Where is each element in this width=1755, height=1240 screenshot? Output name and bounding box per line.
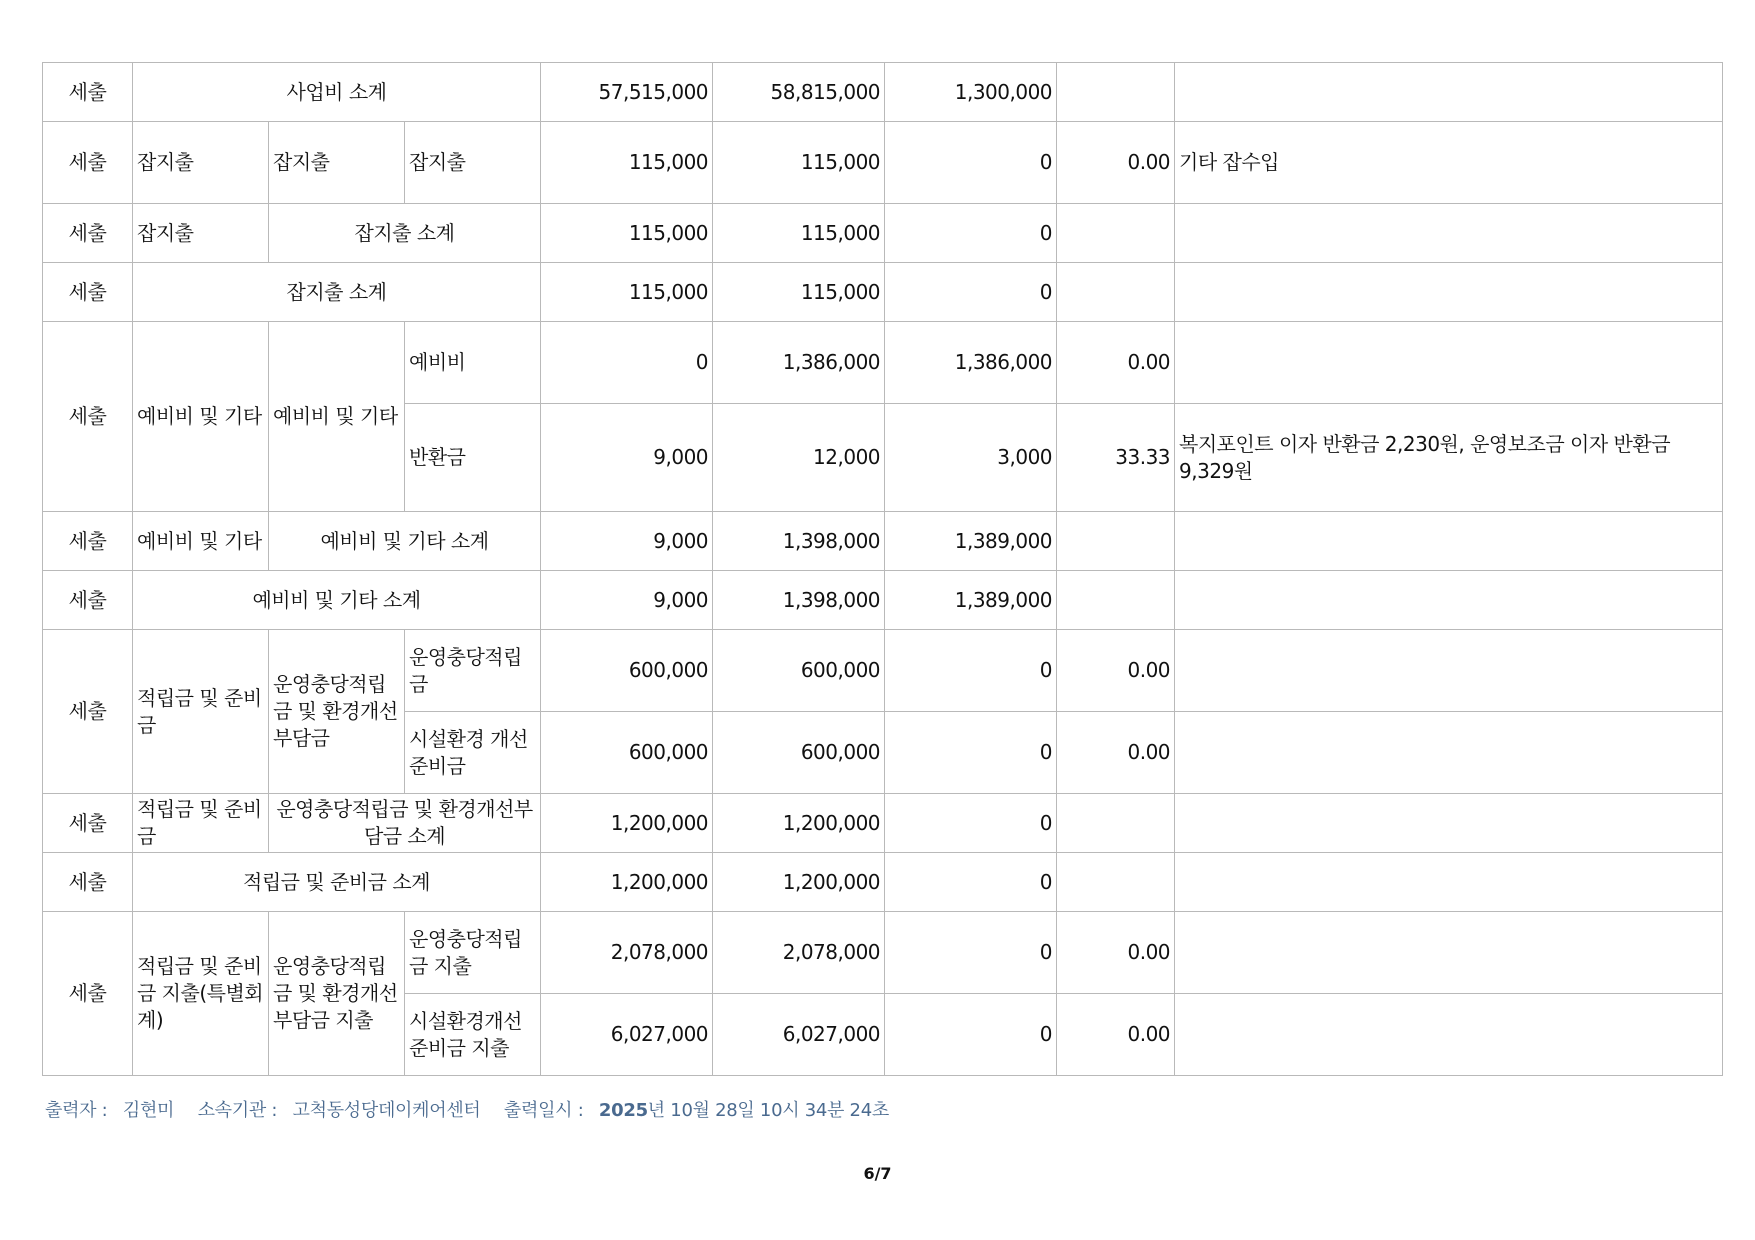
rate-cell [1057,794,1175,853]
budget-cell: 115,000 [541,263,713,322]
final-cell: 1,386,000 [713,322,885,404]
print-date-year: 2025 [598,1100,648,1121]
final-cell: 600,000 [713,630,885,712]
subtotal-label: 적립금 및 준비금 소계 [133,853,541,912]
note-cell: 복지포인트 이자 반환금 2,230원, 운영보조금 이자 반환금 9,329원 [1175,404,1723,512]
budget-cell: 9,000 [541,571,713,630]
diff-cell: 0 [885,712,1057,794]
table-row [43,512,1723,571]
org-label: 소속기관 : [197,1100,278,1121]
rate-cell [1057,853,1175,912]
budget-cell: 600,000 [541,712,713,794]
diff-cell: 0 [885,122,1057,204]
budget-cell: 57,515,000 [541,63,713,122]
rate-cell [1057,512,1175,571]
category3-cell: 예비비 [405,322,541,404]
table-row [43,63,1723,122]
type-cell: 세출 [43,630,133,794]
budget-cell: 6,027,000 [541,994,713,1076]
diff-cell: 0 [885,204,1057,263]
final-cell: 115,000 [713,263,885,322]
category3-cell: 잡지출 [405,122,541,204]
final-cell: 600,000 [713,712,885,794]
diff-cell: 1,300,000 [885,63,1057,122]
table-row [43,853,1723,912]
category1-cell: 예비비 및 기타 [133,512,269,571]
type-cell: 세출 [43,122,133,204]
final-cell: 58,815,000 [713,63,885,122]
type-cell: 세출 [43,853,133,912]
table-row [43,204,1723,263]
category1-cell: 적립금 및 준비금 [133,794,269,853]
type-cell: 세출 [43,63,133,122]
subtotal-label: 운영충당적립금 및 환경개선부담금 소계 [269,794,541,853]
category3-cell: 운영충당적립금 [405,630,541,712]
subtotal-label: 사업비 소계 [133,63,541,122]
note-cell [1175,712,1723,794]
type-cell: 세출 [43,322,133,512]
final-cell: 6,027,000 [713,994,885,1076]
rate-cell: 0.00 [1057,122,1175,204]
diff-cell: 1,389,000 [885,512,1057,571]
print-date-rest: 년 10월 28일 10시 34분 24초 [647,1100,889,1121]
type-cell: 세출 [43,263,133,322]
final-cell: 2,078,000 [713,912,885,994]
note-cell [1175,512,1723,571]
rate-cell: 0.00 [1057,322,1175,404]
category3-cell: 운영충당적립금 지출 [405,912,541,994]
note-cell [1175,912,1723,994]
table-row [43,630,1723,712]
final-cell: 1,398,000 [713,512,885,571]
rate-cell: 33.33 [1057,404,1175,512]
note-cell [1175,204,1723,263]
note-cell [1175,630,1723,712]
category3-cell: 반환금 [405,404,541,512]
budget-cell: 115,000 [541,204,713,263]
note-cell [1175,994,1723,1076]
org-name: 고척동성당데이케어센터 [292,1100,481,1121]
budget-cell: 0 [541,322,713,404]
budget-cell: 600,000 [541,630,713,712]
type-cell: 세출 [43,512,133,571]
final-cell: 1,200,000 [713,853,885,912]
rate-cell: 0.00 [1057,630,1175,712]
category1-cell: 적립금 및 준비금 [133,630,269,794]
final-cell: 1,398,000 [713,571,885,630]
subtotal-label: 잡지출 소계 [269,204,541,263]
final-cell: 1,200,000 [713,794,885,853]
category1-cell: 예비비 및 기타 [133,322,269,512]
print-footer [45,1096,899,1122]
category2-cell: 운영충당적립금 및 환경개선부담금 [269,630,405,794]
budget-cell: 115,000 [541,122,713,204]
budget-cell: 1,200,000 [541,794,713,853]
note-cell [1175,571,1723,630]
note-cell: 기타 잡수입 [1175,122,1723,204]
budget-cell: 1,200,000 [541,853,713,912]
table-row [43,322,1723,404]
printer-label: 출력자 : [45,1100,108,1121]
type-cell: 세출 [43,794,133,853]
subtotal-label: 잡지출 소계 [133,263,541,322]
page-number: 6/7 [863,1164,892,1183]
budget-cell: 9,000 [541,512,713,571]
category1-cell: 잡지출 [133,204,269,263]
rate-cell: 0.00 [1057,912,1175,994]
diff-cell: 0 [885,912,1057,994]
note-cell [1175,263,1723,322]
category2-cell: 예비비 및 기타 [269,322,405,512]
final-cell: 12,000 [713,404,885,512]
category1-cell: 적립금 및 준비금 지출(특별회계) [133,912,269,1076]
table-row [43,912,1723,994]
note-cell [1175,63,1723,122]
budget-table [42,62,1723,1076]
printer-name: 김현미 [122,1100,175,1121]
final-cell: 115,000 [713,204,885,263]
category2-cell: 운영충당적립금 및 환경개선부담금 지출 [269,912,405,1076]
final-cell: 115,000 [713,122,885,204]
diff-cell: 3,000 [885,404,1057,512]
category3-cell: 시설환경개선준비금 지출 [405,994,541,1076]
diff-cell: 0 [885,853,1057,912]
diff-cell: 1,386,000 [885,322,1057,404]
budget-cell: 2,078,000 [541,912,713,994]
diff-cell: 0 [885,263,1057,322]
diff-cell: 1,389,000 [885,571,1057,630]
budget-cell: 9,000 [541,404,713,512]
note-cell [1175,322,1723,404]
diff-cell: 0 [885,994,1057,1076]
subtotal-label: 예비비 및 기타 소계 [269,512,541,571]
table-row [43,571,1723,630]
type-cell: 세출 [43,571,133,630]
rate-cell [1057,571,1175,630]
table-row [43,794,1723,853]
print-date-label: 출력일시 : [503,1100,584,1121]
table-row [43,263,1723,322]
note-cell [1175,853,1723,912]
diff-cell: 0 [885,630,1057,712]
rate-cell [1057,263,1175,322]
rate-cell [1057,63,1175,122]
rate-cell [1057,204,1175,263]
category2-cell: 잡지출 [269,122,405,204]
category3-cell: 시설환경 개선준비금 [405,712,541,794]
rate-cell: 0.00 [1057,712,1175,794]
subtotal-label: 예비비 및 기타 소계 [133,571,541,630]
rate-cell: 0.00 [1057,994,1175,1076]
type-cell: 세출 [43,204,133,263]
diff-cell: 0 [885,794,1057,853]
table-row [43,122,1723,204]
type-cell: 세출 [43,912,133,1076]
note-cell [1175,794,1723,853]
category1-cell: 잡지출 [133,122,269,204]
